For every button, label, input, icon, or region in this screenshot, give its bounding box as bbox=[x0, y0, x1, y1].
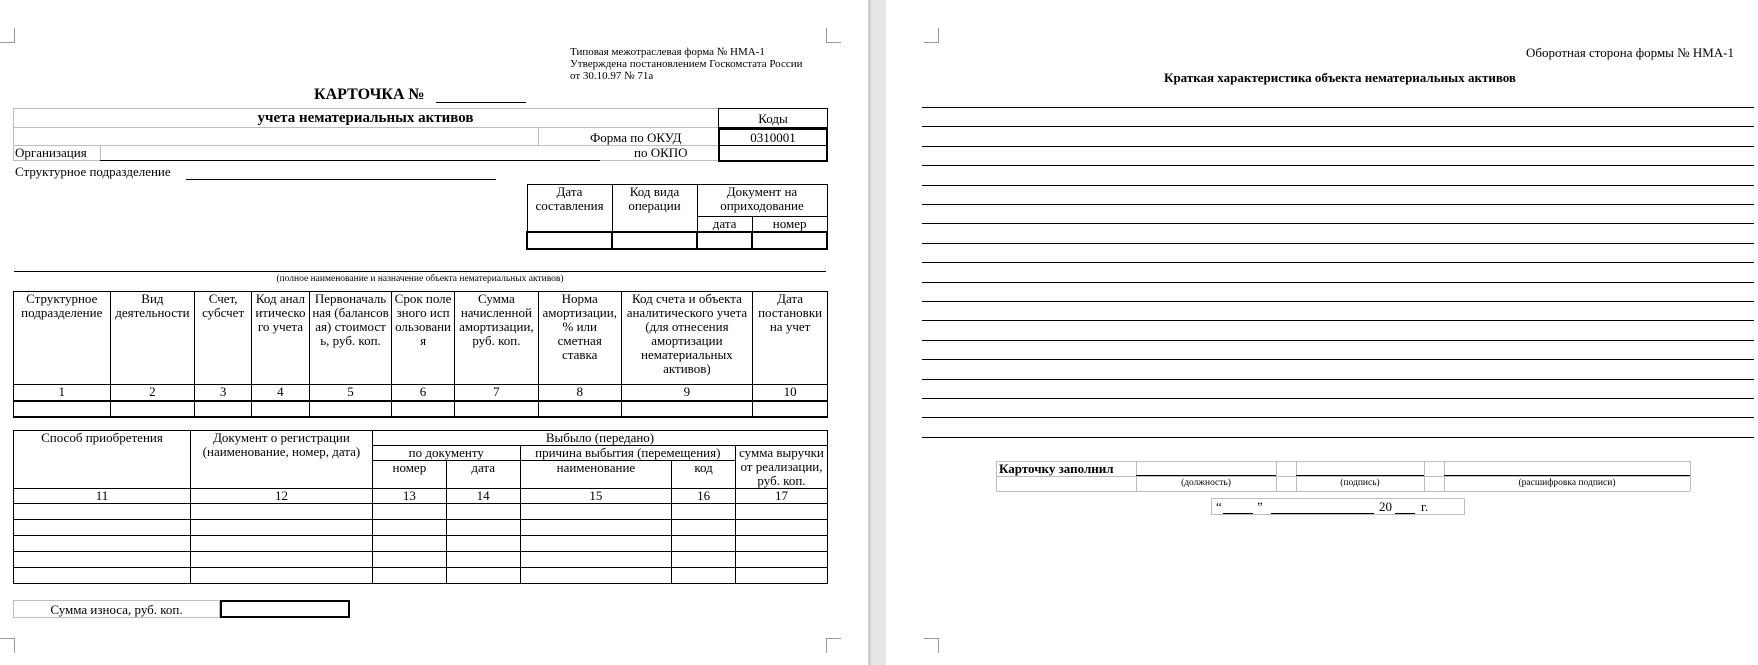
quote-open: “ bbox=[1216, 499, 1222, 514]
reason-code-header: код bbox=[672, 461, 736, 489]
decode-caption: (расшифровка подписи) bbox=[1518, 478, 1616, 488]
approval-date-line: от 30.10.97 № 71а bbox=[570, 70, 654, 82]
disposal-row bbox=[14, 504, 828, 520]
main-data-cell[interactable] bbox=[195, 401, 252, 417]
main-header-cell: Структурное подразделение bbox=[14, 292, 111, 385]
card-title: КАРТОЧКА № bbox=[314, 86, 425, 103]
day-field[interactable] bbox=[1223, 513, 1253, 514]
crop-mark bbox=[826, 28, 841, 43]
column-number: 17 bbox=[735, 489, 827, 504]
form-back-page bbox=[886, 0, 1758, 665]
writing-line[interactable] bbox=[922, 165, 1754, 166]
main-data-row bbox=[14, 401, 828, 417]
writing-line[interactable] bbox=[922, 301, 1754, 302]
doc-date-cell[interactable] bbox=[527, 232, 612, 249]
writing-line[interactable] bbox=[922, 417, 1754, 418]
main-data-cell[interactable] bbox=[14, 401, 111, 417]
signature-block bbox=[996, 461, 1690, 492]
doc-receipt-date-header: дата bbox=[697, 217, 752, 233]
column-number: 6 bbox=[392, 385, 455, 401]
disposal-row bbox=[14, 552, 828, 568]
column-number: 7 bbox=[455, 385, 539, 401]
main-data-cell[interactable] bbox=[110, 401, 195, 417]
main-table bbox=[13, 291, 828, 418]
codes-header-cell: Коды bbox=[718, 108, 828, 128]
form-front-page bbox=[0, 0, 868, 665]
doc-receipt-number-header: номер bbox=[752, 217, 827, 233]
card-number-field[interactable] bbox=[436, 102, 526, 103]
doc-number-header: номер bbox=[372, 461, 446, 489]
doc-date-header: Дата составления bbox=[527, 185, 612, 233]
doc-receipt-number-cell[interactable] bbox=[752, 232, 827, 249]
main-header-cell: Код аналитического учета bbox=[251, 292, 309, 385]
form-approval-note bbox=[570, 46, 802, 82]
doc-date-header-2: дата bbox=[446, 461, 520, 489]
column-number: 13 bbox=[372, 489, 446, 504]
wear-amount-field[interactable] bbox=[220, 600, 350, 618]
crop-mark bbox=[924, 638, 939, 653]
writing-line[interactable] bbox=[922, 359, 1754, 360]
main-header-cell: Сумма начисленной амортизации, руб. коп. bbox=[455, 292, 539, 385]
asset-name-caption: (полное наименование и назначение объекта нематериальных активов) bbox=[276, 274, 564, 284]
regdoc-header: Документ о регистрации (наименование, номер, дата) bbox=[190, 431, 372, 489]
revenue-header: сумма выручки от реализации, руб. коп. bbox=[735, 446, 827, 489]
crop-mark bbox=[0, 28, 15, 43]
writing-line[interactable] bbox=[922, 379, 1754, 380]
writing-line[interactable] bbox=[922, 262, 1754, 263]
main-data-cell[interactable] bbox=[251, 401, 309, 417]
main-data-cell[interactable] bbox=[392, 401, 455, 417]
form-type-line: Типовая межотраслевая форма № НМА-1 bbox=[570, 46, 765, 58]
struct-input-line[interactable] bbox=[186, 179, 496, 180]
crop-mark bbox=[826, 638, 841, 653]
main-header-cell: Первоначальная (балансовая) стоимость, руб. коп. bbox=[309, 292, 391, 385]
year-field[interactable] bbox=[1395, 513, 1415, 514]
writing-line[interactable] bbox=[922, 126, 1754, 127]
column-number: 10 bbox=[753, 385, 828, 401]
writing-line[interactable] bbox=[922, 282, 1754, 283]
characteristics-title: Краткая характеристика объекта нематериальных активов bbox=[1164, 70, 1516, 85]
method-header: Способ приобретения bbox=[14, 431, 191, 489]
main-data-cell[interactable] bbox=[621, 401, 753, 417]
page-gutter bbox=[868, 0, 886, 665]
column-number: 11 bbox=[14, 489, 191, 504]
main-data-cell[interactable] bbox=[309, 401, 391, 417]
disposal-row bbox=[14, 520, 828, 536]
card-subtitle: учета нематериальных активов bbox=[257, 110, 474, 126]
disposal-row bbox=[14, 568, 828, 584]
main-data-cell[interactable] bbox=[538, 401, 621, 417]
crop-mark bbox=[924, 28, 939, 43]
reason-header: причина выбытия (перемещения) bbox=[520, 446, 735, 461]
org-label: Организация bbox=[15, 145, 87, 160]
year-prefix: 20 bbox=[1379, 499, 1392, 514]
reverse-side-label: Оборотная сторона формы № НМА-1 bbox=[1526, 45, 1734, 60]
month-field[interactable] bbox=[1271, 513, 1374, 514]
writing-line[interactable] bbox=[922, 146, 1754, 147]
reason-name-header: наименование bbox=[520, 461, 672, 489]
struct-label: Структурное подразделение bbox=[15, 164, 171, 179]
column-number: 3 bbox=[195, 385, 252, 401]
main-header-cell: Срок полезного использования bbox=[392, 292, 455, 385]
main-header-cell: Вид деятельности bbox=[110, 292, 195, 385]
signature-field[interactable] bbox=[1296, 475, 1424, 476]
main-header-cell: Норма амортизации, % или сметная ставка bbox=[538, 292, 621, 385]
column-number: 15 bbox=[520, 489, 672, 504]
column-number: 16 bbox=[672, 489, 736, 504]
column-number: 2 bbox=[110, 385, 195, 401]
okpo-label: по ОКПО bbox=[634, 145, 688, 160]
position-field[interactable] bbox=[1136, 475, 1276, 476]
crop-mark bbox=[0, 638, 15, 653]
writing-line[interactable] bbox=[922, 243, 1754, 244]
doc-receipt-date-cell[interactable] bbox=[697, 232, 752, 249]
column-number: 8 bbox=[538, 385, 621, 401]
doc-op-code-header: Код вида операции bbox=[612, 185, 697, 233]
signature-caption: (подпись) bbox=[1340, 478, 1380, 488]
main-data-cell[interactable] bbox=[455, 401, 539, 417]
doc-op-code-cell[interactable] bbox=[612, 232, 697, 249]
main-header-cell: Счет, субсчет bbox=[195, 292, 252, 385]
disposal-row bbox=[14, 536, 828, 552]
main-header-cell: Дата постановки на учет bbox=[753, 292, 828, 385]
approval-line: Утверждена постановлением Госкомстата России bbox=[570, 58, 803, 70]
doc-receipt-header: Документ на оприходование bbox=[697, 185, 827, 217]
writing-line[interactable] bbox=[922, 107, 1754, 108]
filled-by-label: Карточку заполнил bbox=[999, 461, 1114, 476]
okud-code: 0310001 bbox=[750, 130, 796, 145]
okpo-code-field[interactable] bbox=[722, 147, 824, 160]
org-input-line[interactable] bbox=[100, 160, 600, 161]
writing-line[interactable] bbox=[922, 204, 1754, 205]
column-number: 14 bbox=[446, 489, 520, 504]
writing-line[interactable] bbox=[922, 437, 1754, 438]
column-number: 12 bbox=[190, 489, 372, 504]
year-suffix: г. bbox=[1421, 499, 1429, 514]
writing-line[interactable] bbox=[922, 398, 1754, 399]
main-header-cell: Код счета и объекта аналитического учета (для отнесения амортизации нематериальных активов) bbox=[621, 292, 753, 385]
date-block bbox=[1211, 498, 1465, 516]
writing-line[interactable] bbox=[922, 223, 1754, 224]
writing-line[interactable] bbox=[922, 340, 1754, 341]
disposal-table bbox=[13, 430, 828, 584]
writing-line[interactable] bbox=[922, 185, 1754, 186]
column-number: 5 bbox=[309, 385, 391, 401]
main-data-cell[interactable] bbox=[753, 401, 828, 417]
quote-close: ” bbox=[1257, 499, 1263, 514]
disposed-header: Выбыло (передано) bbox=[372, 431, 827, 446]
wear-label-cell: Сумма износа, руб. коп. bbox=[13, 600, 220, 618]
column-number: 4 bbox=[251, 385, 309, 401]
decode-field[interactable] bbox=[1444, 475, 1690, 476]
writing-line[interactable] bbox=[922, 320, 1754, 321]
okud-label: Форма по ОКУД bbox=[590, 130, 682, 145]
position-caption: (должность) bbox=[1181, 478, 1231, 488]
column-number: 1 bbox=[14, 385, 111, 401]
doc-table bbox=[526, 184, 828, 250]
by-doc-header: по документу bbox=[372, 446, 520, 461]
asset-name-line[interactable] bbox=[14, 271, 826, 272]
column-number: 9 bbox=[621, 385, 753, 401]
